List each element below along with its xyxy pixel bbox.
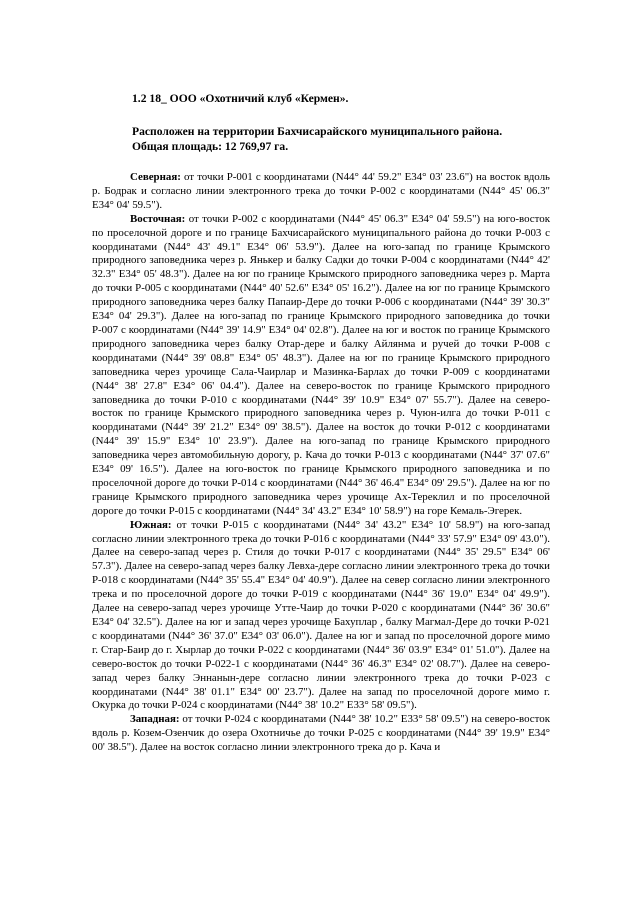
section-title: 1.2 18_ ООО «Охотничий клуб «Кермен». (132, 92, 349, 105)
location-line: Расположен на территории Бахчисарайского муниципального района. (132, 125, 503, 138)
paragraph-lead: Восточная: (130, 212, 186, 225)
paragraph-lead: Западная: (130, 713, 180, 726)
area-line: Общая площадь: 12 769,97 га. (132, 140, 289, 153)
paragraph-text: от точки Р-002 с координатами (N44° 45' 06.3" E34° 04' 59.5") на юго-восток по проселочной дороге и по границе Бахчисарайского муниципального района до точки Р-003 с координатами (N44° 43' 49.1" E34° 06' 53.9"). Далее на юго-запад по границе Крымского природного заповедника через р. Янькер и балку Садки до точки Р-004 с координатами (N44° 42' 32.3" E34° 05' 48.3"). Далее на юг по границе Крымского природного заповедника через р. Марта до точки Р-005 с координатами (N44° 40' 52.6" E34° 05' 16.2"). Далее на юг по границе Крымского природного заповедника через балку Папаир-Дере до точки Р-006 с координатами (N44° 39' 30.3" E34° 04' 29.3"). Далее на юго-запад по границе Крымского природного заповедника до точки Р-007 с координатами (N44° 39' 14.9" E34° 04' 02.8"). Далее на юг и восток по границе Крымского природного заповедника через балку Отар-дере и балку Айлянма и ручей до точки Р-008 с координатами (N44° 39' 08.8" E34° 05' 48.3"). Далее на юг по границе Крымского природного заповедника через урочище Сала-Чаирлар и Мазинка-Барлах до точки Р-009 с координатами (N44° 38' 27.8" E34° 06' 04.4"). Далее на северо-восток по границе Крымского природного заповедника до точки Р-010 с координатами (N44° 39' 10.9" E34° 07' 55.7"). Далее на северо-восток по границе Крымского природного заповедника через р. Чуюн-илга до точки Р-011 с координатами (N44° 39' 21.2" E34° 09' 38.5"). Далее на восток до точки Р-012 с координатами (N44° 39' 15.9" E34° 10' 23.9"). Далее на юго-запад по границе Крымского природного заповедника через автомобильную дорогу, р. Кача до точки Р-013 с координатами (N44° 37' 07.6" E34° 09' 16.5"). Далее на юго-восток по границе Крымского природного заповедника и по проселочной дороге до точки Р-014 с координатами (N44° 36' 46.4" E34° 09' 29.5"). Далее на юг по границе Крымского природного заповедника через урочище Ах-Тереклил и по проселочной дороге до точки Р-015 с координатами (N44° 34' 43.2" E34° 10' 58.9") на горе Кемаль-Эгерек. (92, 212, 550, 517)
paragraph-north (92, 171, 550, 213)
section-summary (92, 124, 550, 154)
paragraph-text: от точки Р-024 с координатами (N44° 38' 10.2" E33° 58' 09.5") на северо-восток вдоль р. Козем-Озенчик до озера Охотничье до точки Р-025 с координатами (N44° 39' 19.9" E34° 00' 38.5"). Далее на восток согласно линии электронного трека до р. Кача и (92, 713, 550, 754)
paragraph-text: от точки Р-015 с координатами (N44° 34' 43.2" E34° 10' 58.9") на юго-запад согласно линии электронного трека до точки Р-016 с координатами (N44° 33' 57.9" E34° 09' 43.0"). Далее на северо-запад через р. Стиля до точки Р-017 с координатами (N44° 35' 29.5" E34° 06' 57.3"). Далее на северо-запад через балку Левха-дере согласно линии электронного трека до точки Р-018 с координатами (N44° 35' 55.4" E34° 04' 40.9"). Далее на север согласно линии электронного трека и по проселочной дороге до точки Р-019 с координатами (N44° 36' 19.0" E34° 04' 49.9"). Далее на северо-запад через урочище Утте-Чаир до точки Р-020 с координатами (N44° 36' 30.6" E34° 04' 32.5"). Далее на юг и запад через урочище Бахуплар , балку Магмал-Дере до точки Р-021 с координатами (N44° 36' 37.0" E34° 03' 06.0"). Далее на юг и запад по проселочной дороге мимо г. Стар-Баир до г. Хырлар до точки Р-022 с координатами (N44° 36' 03.9" E34° 01' 51.0"). Далее на северо-восток до точки Р-022-1 с координатами (N44° 36' 46.3" E34° 02' 08.7"). Далее на северо-запад через балку Эннанын-дере согласно линии электронного трека до точки Р-023 с координатами (N44° 38' 01.1" E34° 00' 23.7"). Далее на запад по проселочной дороге мимо г. Окурка до точки Р-024 с координатами (N44° 38' 10.2" E33° 58' 09.5"). (92, 518, 550, 712)
boundary-description (92, 171, 550, 755)
document-page (92, 92, 550, 755)
paragraph-east (92, 213, 550, 519)
paragraph-south (92, 519, 550, 714)
paragraph-lead: Северная: (130, 171, 181, 183)
paragraph-text: от точки Р-001 с координатами (N44° 44' 59.2" E34° 03' 23.6") на восток вдоль р. Бодрак и согласно линии электронного трека до точки Р-002 с координатами (N44° 45' 06.3" E34° 04' 59.5"). (92, 171, 550, 211)
paragraph-lead: Южная: (130, 518, 172, 531)
paragraph-west (92, 713, 550, 755)
